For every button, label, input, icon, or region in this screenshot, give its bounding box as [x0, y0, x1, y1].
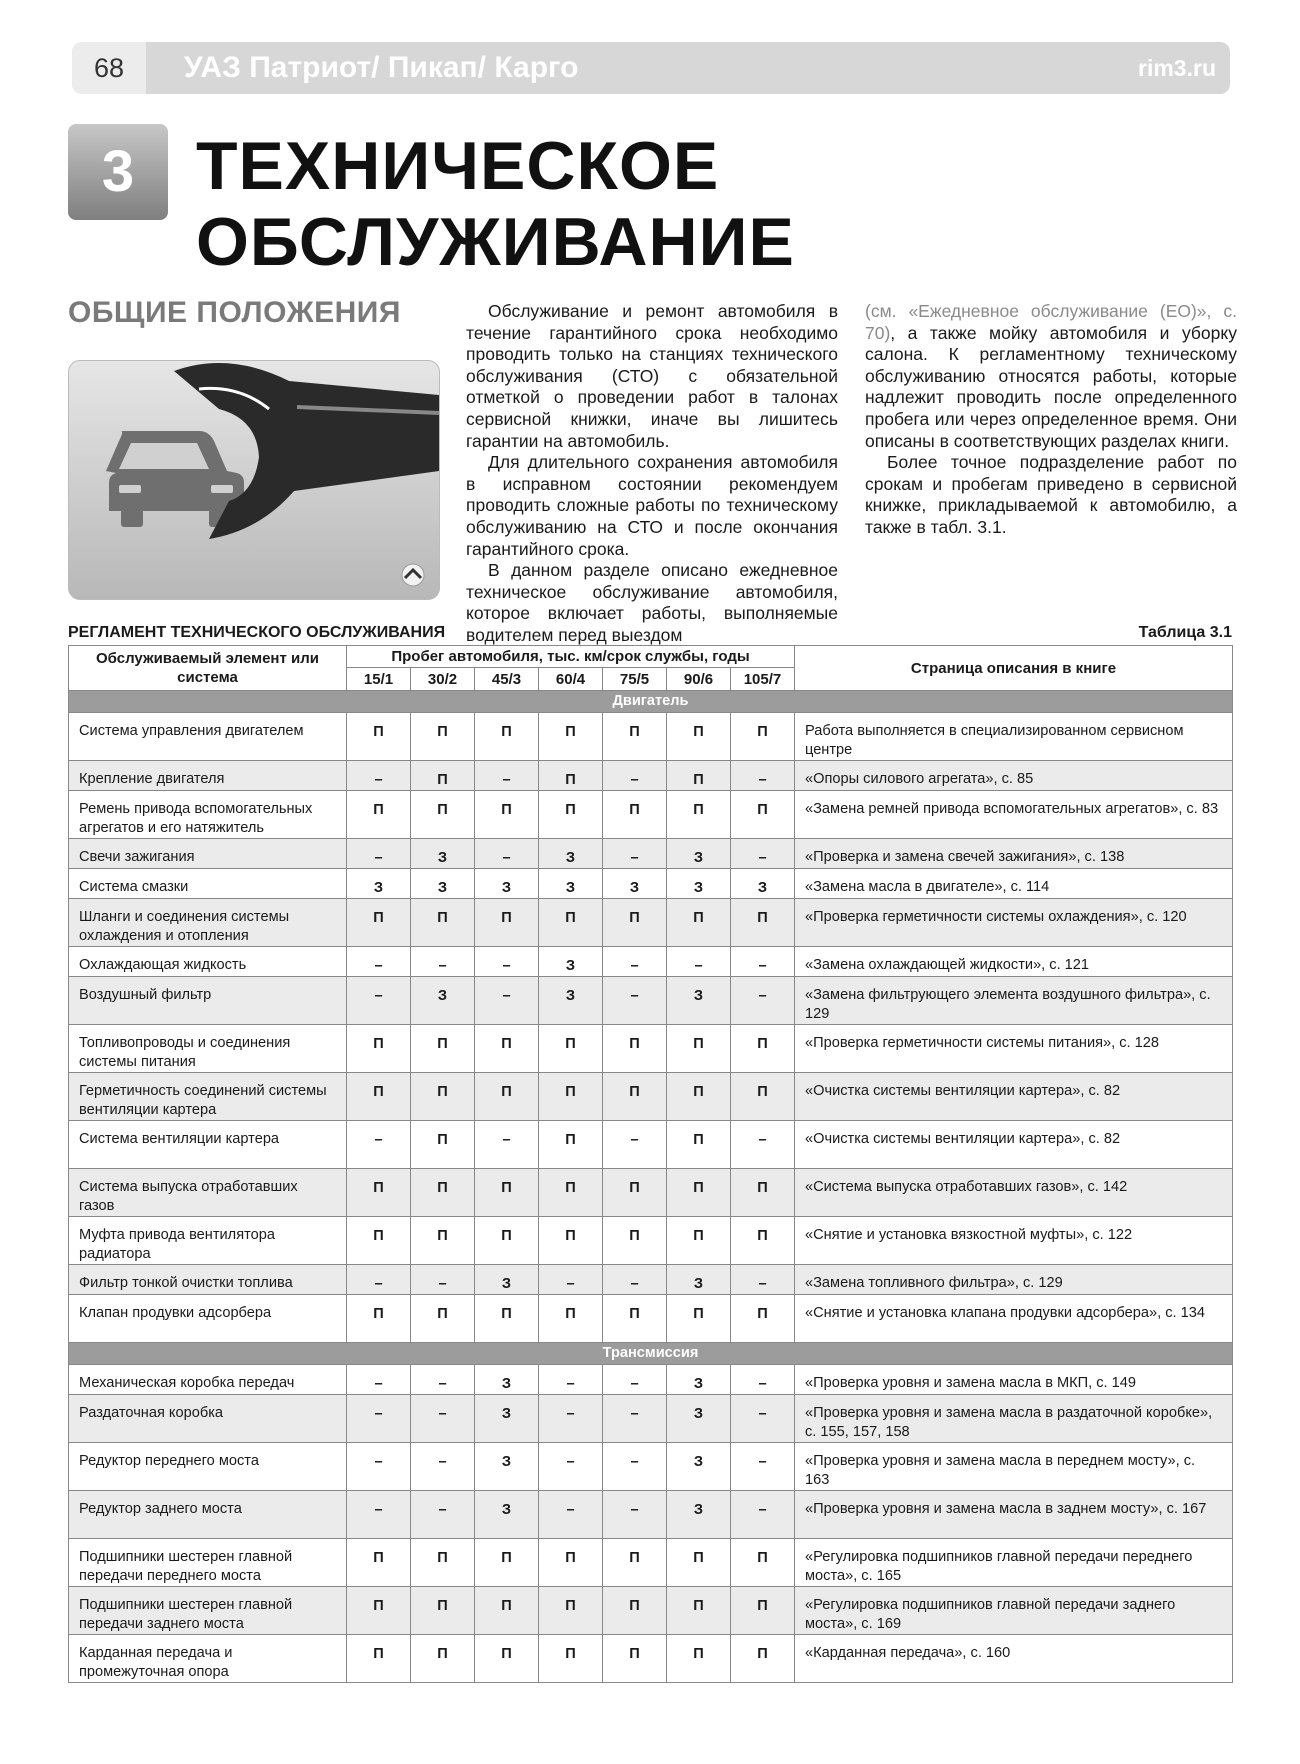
- row-mark: –: [475, 947, 539, 977]
- row-mark: З: [667, 1443, 731, 1491]
- row-page-reference: «Система выпуска отработавших газов», с. 142: [795, 1169, 1233, 1217]
- row-page-reference: «Замена охлаждающей жидкости», с. 121: [795, 947, 1233, 977]
- row-mark: –: [603, 1443, 667, 1491]
- row-mark: –: [731, 1265, 795, 1295]
- row-mark: П: [731, 1539, 795, 1587]
- row-mark: П: [475, 1073, 539, 1121]
- row-mark: З: [539, 869, 603, 899]
- row-mark: –: [603, 1395, 667, 1443]
- maintenance-table: [68, 645, 1233, 1683]
- table-row: [69, 869, 1233, 899]
- row-mark: –: [475, 839, 539, 869]
- row-mark: П: [475, 1025, 539, 1073]
- row-page-reference: «Проверка уровня и замена масла в переднем мосту», с. 163: [795, 1443, 1233, 1491]
- table-row: [69, 1295, 1233, 1343]
- row-page-reference: «Проверка уровня и замена масла в раздаточной коробке», с. 155, 157, 158: [795, 1395, 1233, 1443]
- row-page-reference: «Карданная передача», с. 160: [795, 1635, 1233, 1683]
- row-mark: П: [411, 761, 475, 791]
- table-row: [69, 899, 1233, 947]
- row-mark: П: [731, 791, 795, 839]
- row-mark: П: [539, 1073, 603, 1121]
- row-element: Муфта привода вентилятора радиатора: [69, 1217, 347, 1265]
- table-row: [69, 1169, 1233, 1217]
- paragraph-2: Для длительного сохранения автомобиля в исправном состоянии рекомендуем проводить сложные работы по техническому обслуживанию на СТО и после окончания гарантийного срока.: [466, 452, 838, 559]
- row-mark: З: [667, 869, 731, 899]
- row-mark: П: [411, 791, 475, 839]
- row-mark: –: [603, 977, 667, 1025]
- row-element: Механическая коробка передач: [69, 1365, 347, 1395]
- table-row: [69, 1443, 1233, 1491]
- book-title: УАЗ Патриот/ Пикап/ Карго: [184, 51, 579, 84]
- row-mark: –: [347, 1443, 411, 1491]
- row-mark: –: [731, 1491, 795, 1539]
- row-mark: П: [539, 1217, 603, 1265]
- row-mark: –: [603, 1491, 667, 1539]
- row-mark: П: [347, 1295, 411, 1343]
- row-mark: П: [731, 1169, 795, 1217]
- row-mark: З: [731, 869, 795, 899]
- row-mark: П: [731, 1587, 795, 1635]
- row-element: Подшипники шестерен главной передачи переднего моста: [69, 1539, 347, 1587]
- row-mark: П: [667, 1073, 731, 1121]
- row-page-reference: «Опоры силового агрегата», с. 85: [795, 761, 1233, 791]
- row-page-reference: «Замена фильтрующего элемента воздушного фильтра», с. 129: [795, 977, 1233, 1025]
- row-mark: П: [411, 713, 475, 761]
- row-page-reference: «Проверка герметичности системы охлаждения», с. 120: [795, 899, 1233, 947]
- row-mark: П: [411, 899, 475, 947]
- row-mark: –: [731, 977, 795, 1025]
- row-mark: П: [539, 713, 603, 761]
- row-mark: П: [731, 1073, 795, 1121]
- header-interval: 30/2: [411, 668, 475, 691]
- row-mark: П: [539, 761, 603, 791]
- row-page-reference: «Замена топливного фильтра», с. 129: [795, 1265, 1233, 1295]
- row-mark: П: [411, 1635, 475, 1683]
- row-mark: –: [347, 977, 411, 1025]
- table-row: [69, 1587, 1233, 1635]
- row-mark: П: [667, 1635, 731, 1683]
- row-mark: –: [667, 947, 731, 977]
- row-element: Раздаточная коробка: [69, 1395, 347, 1443]
- table-row: [69, 1121, 1233, 1169]
- row-page-reference: «Замена ремней привода вспомогательных агрегатов», с. 83: [795, 791, 1233, 839]
- row-mark: П: [603, 1073, 667, 1121]
- page-number: 68: [72, 42, 146, 94]
- row-mark: З: [667, 1491, 731, 1539]
- row-mark: –: [603, 839, 667, 869]
- row-page-reference: «Проверка уровня и замена масла в заднем мосту», с. 167: [795, 1491, 1233, 1539]
- row-mark: П: [667, 713, 731, 761]
- paragraph-3-cont: [865, 301, 1237, 452]
- row-page-reference: «Проверка и замена свечей зажигания», с. 138: [795, 839, 1233, 869]
- row-mark: З: [475, 1265, 539, 1295]
- row-element: Охлаждающая жидкость: [69, 947, 347, 977]
- row-mark: П: [539, 899, 603, 947]
- header-page: Страница описания в книге: [795, 646, 1233, 691]
- table-caption: РЕГЛАМЕНТ ТЕХНИЧЕСКОГО ОБСЛУЖИВАНИЯ: [68, 624, 446, 641]
- row-mark: П: [475, 1587, 539, 1635]
- row-mark: З: [411, 869, 475, 899]
- row-mark: П: [347, 1169, 411, 1217]
- header-interval-group: Пробег автомобиля, тыс. км/срок службы, годы: [347, 646, 795, 668]
- row-mark: П: [411, 1025, 475, 1073]
- row-mark: П: [603, 713, 667, 761]
- row-mark: –: [347, 947, 411, 977]
- row-page-reference: «Очистка системы вентиляции картера», с. 82: [795, 1121, 1233, 1169]
- row-mark: –: [539, 1365, 603, 1395]
- table-row: [69, 1635, 1233, 1683]
- row-mark: П: [539, 1539, 603, 1587]
- row-mark: П: [603, 1025, 667, 1073]
- row-mark: П: [667, 1169, 731, 1217]
- row-mark: –: [411, 1443, 475, 1491]
- row-element: Герметичность соединений системы вентиляции картера: [69, 1073, 347, 1121]
- row-mark: П: [475, 1539, 539, 1587]
- table-row: [69, 1365, 1233, 1395]
- row-mark: П: [411, 1217, 475, 1265]
- table-row: [69, 713, 1233, 761]
- row-mark: П: [731, 1025, 795, 1073]
- row-mark: П: [539, 1121, 603, 1169]
- row-mark: П: [411, 1295, 475, 1343]
- table-row: [69, 1073, 1233, 1121]
- row-mark: –: [731, 1121, 795, 1169]
- table-row: [69, 839, 1233, 869]
- row-mark: –: [539, 1395, 603, 1443]
- header-interval: 15/1: [347, 668, 411, 691]
- table-label: Таблица 3.1: [1138, 624, 1232, 641]
- row-element: Крепление двигателя: [69, 761, 347, 791]
- row-mark: П: [539, 1587, 603, 1635]
- row-mark: –: [539, 1491, 603, 1539]
- section-row: [69, 1343, 1233, 1365]
- row-element: Свечи зажигания: [69, 839, 347, 869]
- row-mark: З: [539, 947, 603, 977]
- row-mark: П: [475, 1295, 539, 1343]
- row-mark: П: [539, 1025, 603, 1073]
- section-title: ОБЩИЕ ПОЛОЖЕНИЯ: [68, 296, 401, 329]
- table-caption-row: [68, 624, 1232, 644]
- row-mark: –: [411, 947, 475, 977]
- table-row: [69, 1217, 1233, 1265]
- row-mark: З: [603, 869, 667, 899]
- row-mark: П: [347, 1025, 411, 1073]
- row-element: Карданная передача и промежуточная опора: [69, 1635, 347, 1683]
- table-row: [69, 791, 1233, 839]
- row-mark: П: [667, 1217, 731, 1265]
- row-mark: –: [347, 761, 411, 791]
- row-mark: –: [411, 1265, 475, 1295]
- row-mark: П: [667, 1587, 731, 1635]
- table-row: [69, 947, 1233, 977]
- row-mark: П: [603, 899, 667, 947]
- row-mark: З: [475, 1491, 539, 1539]
- row-page-reference: «Снятие и установка вязкостной муфты», с. 122: [795, 1217, 1233, 1265]
- row-mark: –: [603, 1265, 667, 1295]
- row-element: Система выпуска отработавших газов: [69, 1169, 347, 1217]
- row-mark: З: [539, 839, 603, 869]
- header-interval: 60/4: [539, 668, 603, 691]
- table-row: [69, 761, 1233, 791]
- row-mark: П: [411, 1073, 475, 1121]
- row-mark: –: [347, 1395, 411, 1443]
- paragraph-4: Более точное подразделение работ по срокам и пробегам приведено в сервисной книжке, прикладываемой к автомобилю, а также в табл. 3.1.: [865, 452, 1237, 537]
- row-page-reference: «Проверка уровня и замена масла в МКП, с. 149: [795, 1365, 1233, 1395]
- site-url: rim3.ru: [1138, 55, 1216, 81]
- row-mark: –: [731, 1443, 795, 1491]
- row-mark: П: [667, 1295, 731, 1343]
- chapter-title-line1: ТЕХНИЧЕСКОЕ: [196, 128, 720, 204]
- row-mark: З: [475, 1443, 539, 1491]
- row-mark: П: [347, 1635, 411, 1683]
- row-page-reference: «Проверка герметичности системы питания», с. 128: [795, 1025, 1233, 1073]
- row-mark: П: [347, 713, 411, 761]
- row-page-reference: «Регулировка подшипников главной передачи заднего моста», с. 169: [795, 1587, 1233, 1635]
- row-mark: З: [411, 839, 475, 869]
- row-element: Подшипники шестерен главной передачи заднего моста: [69, 1587, 347, 1635]
- row-mark: З: [475, 1365, 539, 1395]
- cross-reference: (см. «Ежедневное обслуживание (ЕО)», с. 70): [865, 301, 1237, 343]
- section-row: [69, 691, 1233, 713]
- header-element: Обслуживаемый элемент или система: [69, 646, 347, 691]
- row-mark: –: [731, 839, 795, 869]
- row-mark: П: [475, 1217, 539, 1265]
- row-mark: З: [667, 1265, 731, 1295]
- row-page-reference: «Замена масла в двигателе», с. 114: [795, 869, 1233, 899]
- row-mark: П: [347, 1217, 411, 1265]
- body-column-2: [865, 301, 1237, 539]
- row-mark: –: [411, 1365, 475, 1395]
- maintenance-illustration: [68, 360, 440, 600]
- row-page-reference: «Очистка системы вентиляции картера», с. 82: [795, 1073, 1233, 1121]
- body-column-1: [466, 301, 838, 647]
- row-page-reference: «Снятие и установка клапана продувки адсорбера», с. 134: [795, 1295, 1233, 1343]
- row-mark: П: [603, 1217, 667, 1265]
- chapter-title-line2: ОБСЛУЖИВАНИЕ: [196, 204, 795, 280]
- table-row: [69, 1491, 1233, 1539]
- row-mark: П: [667, 1121, 731, 1169]
- row-mark: З: [347, 869, 411, 899]
- row-mark: П: [539, 791, 603, 839]
- row-mark: П: [475, 713, 539, 761]
- row-mark: –: [731, 1365, 795, 1395]
- row-mark: –: [347, 1121, 411, 1169]
- row-mark: –: [603, 947, 667, 977]
- row-mark: –: [731, 947, 795, 977]
- row-mark: З: [539, 977, 603, 1025]
- row-element: Редуктор заднего моста: [69, 1491, 347, 1539]
- row-mark: –: [539, 1265, 603, 1295]
- table-row: [69, 1395, 1233, 1443]
- section-name: Трансмиссия: [69, 1343, 1233, 1365]
- row-mark: П: [667, 761, 731, 791]
- row-mark: –: [411, 1491, 475, 1539]
- row-mark: П: [731, 1217, 795, 1265]
- row-mark: П: [603, 1635, 667, 1683]
- row-mark: –: [603, 1121, 667, 1169]
- row-mark: П: [603, 1295, 667, 1343]
- row-element: Система смазки: [69, 869, 347, 899]
- row-element: Система управления двигателем: [69, 713, 347, 761]
- row-mark: –: [347, 1365, 411, 1395]
- row-mark: –: [475, 977, 539, 1025]
- row-mark: П: [539, 1169, 603, 1217]
- row-mark: П: [411, 1587, 475, 1635]
- row-mark: П: [411, 1169, 475, 1217]
- row-mark: П: [731, 1635, 795, 1683]
- header-interval: 90/6: [667, 668, 731, 691]
- row-mark: П: [411, 1121, 475, 1169]
- paragraph-1: Обслуживание и ремонт автомобиля в течение гарантийного срока необходимо проводить только на станциях технического обслуживания (СТО) с обязательной отметкой о проведении работ в талонах сервисной книжки, иначе вы лишитесь гарантии на автомобиль.: [466, 301, 838, 451]
- row-mark: П: [475, 1635, 539, 1683]
- row-mark: –: [411, 1395, 475, 1443]
- row-mark: П: [667, 791, 731, 839]
- table-row: [69, 1265, 1233, 1295]
- row-mark: П: [347, 1587, 411, 1635]
- row-mark: –: [347, 839, 411, 869]
- row-mark: З: [667, 977, 731, 1025]
- row-mark: П: [347, 1539, 411, 1587]
- page-header: [72, 42, 1230, 94]
- row-mark: –: [731, 761, 795, 791]
- row-mark: –: [475, 1121, 539, 1169]
- section-name: Двигатель: [69, 691, 1233, 713]
- row-page-reference: Работа выполняется в специализированном сервисном центре: [795, 713, 1233, 761]
- row-mark: П: [347, 791, 411, 839]
- table-row: [69, 1025, 1233, 1073]
- header-interval: 75/5: [603, 668, 667, 691]
- row-mark: З: [667, 1365, 731, 1395]
- row-mark: П: [347, 1073, 411, 1121]
- row-page-reference: «Регулировка подшипников главной передачи переднего моста», с. 165: [795, 1539, 1233, 1587]
- row-mark: П: [539, 1295, 603, 1343]
- row-mark: П: [411, 1539, 475, 1587]
- row-mark: –: [347, 1491, 411, 1539]
- chapter-number: 3: [68, 124, 168, 220]
- row-mark: П: [731, 899, 795, 947]
- row-element: Шланги и соединения системы охлаждения и отопления: [69, 899, 347, 947]
- row-mark: П: [731, 1295, 795, 1343]
- row-mark: З: [475, 1395, 539, 1443]
- wrench-car-icon: [69, 361, 439, 599]
- row-element: Воздушный фильтр: [69, 977, 347, 1025]
- row-element: Топливопроводы и соединения системы питания: [69, 1025, 347, 1073]
- row-mark: П: [475, 1169, 539, 1217]
- header-interval: 105/7: [731, 668, 795, 691]
- chapter-title: [196, 128, 795, 280]
- row-mark: –: [731, 1395, 795, 1443]
- row-mark: П: [603, 1539, 667, 1587]
- row-mark: З: [411, 977, 475, 1025]
- row-element: Редуктор переднего моста: [69, 1443, 347, 1491]
- row-mark: –: [603, 1365, 667, 1395]
- row-mark: –: [603, 761, 667, 791]
- row-mark: П: [667, 1025, 731, 1073]
- table-row: [69, 1539, 1233, 1587]
- row-element: Система вентиляции картера: [69, 1121, 347, 1169]
- row-mark: П: [667, 899, 731, 947]
- table-body: [69, 691, 1233, 1683]
- paragraph-3: В данном разделе описано ежедневное техническое обслуживание автомобиля, которое включает работы, выполняемые водителем перед выездом: [466, 560, 838, 645]
- row-mark: П: [475, 899, 539, 947]
- row-mark: З: [667, 1395, 731, 1443]
- table-row: [69, 977, 1233, 1025]
- header-interval: 45/3: [475, 668, 539, 691]
- row-mark: П: [667, 1539, 731, 1587]
- row-element: Фильтр тонкой очистки топлива: [69, 1265, 347, 1295]
- row-mark: П: [603, 791, 667, 839]
- row-mark: З: [667, 839, 731, 869]
- row-mark: –: [347, 1265, 411, 1295]
- row-mark: П: [603, 1169, 667, 1217]
- row-mark: П: [475, 791, 539, 839]
- paragraph-3-end: , а также мойку автомобиля и уборку салона. К регламентному техническому обслуживанию относятся работы, которые надлежит проводить после определенного пробега или через определенное время. Они описаны в соответствующих разделах книги.: [865, 322, 1237, 451]
- row-element: Ремень привода вспомогательных агрегатов и его натяжитель: [69, 791, 347, 839]
- row-mark: З: [475, 869, 539, 899]
- row-mark: –: [475, 761, 539, 791]
- row-mark: П: [603, 1587, 667, 1635]
- row-mark: П: [539, 1635, 603, 1683]
- row-element: Клапан продувки адсорбера: [69, 1295, 347, 1343]
- row-mark: –: [539, 1443, 603, 1491]
- row-mark: П: [731, 713, 795, 761]
- row-mark: П: [347, 899, 411, 947]
